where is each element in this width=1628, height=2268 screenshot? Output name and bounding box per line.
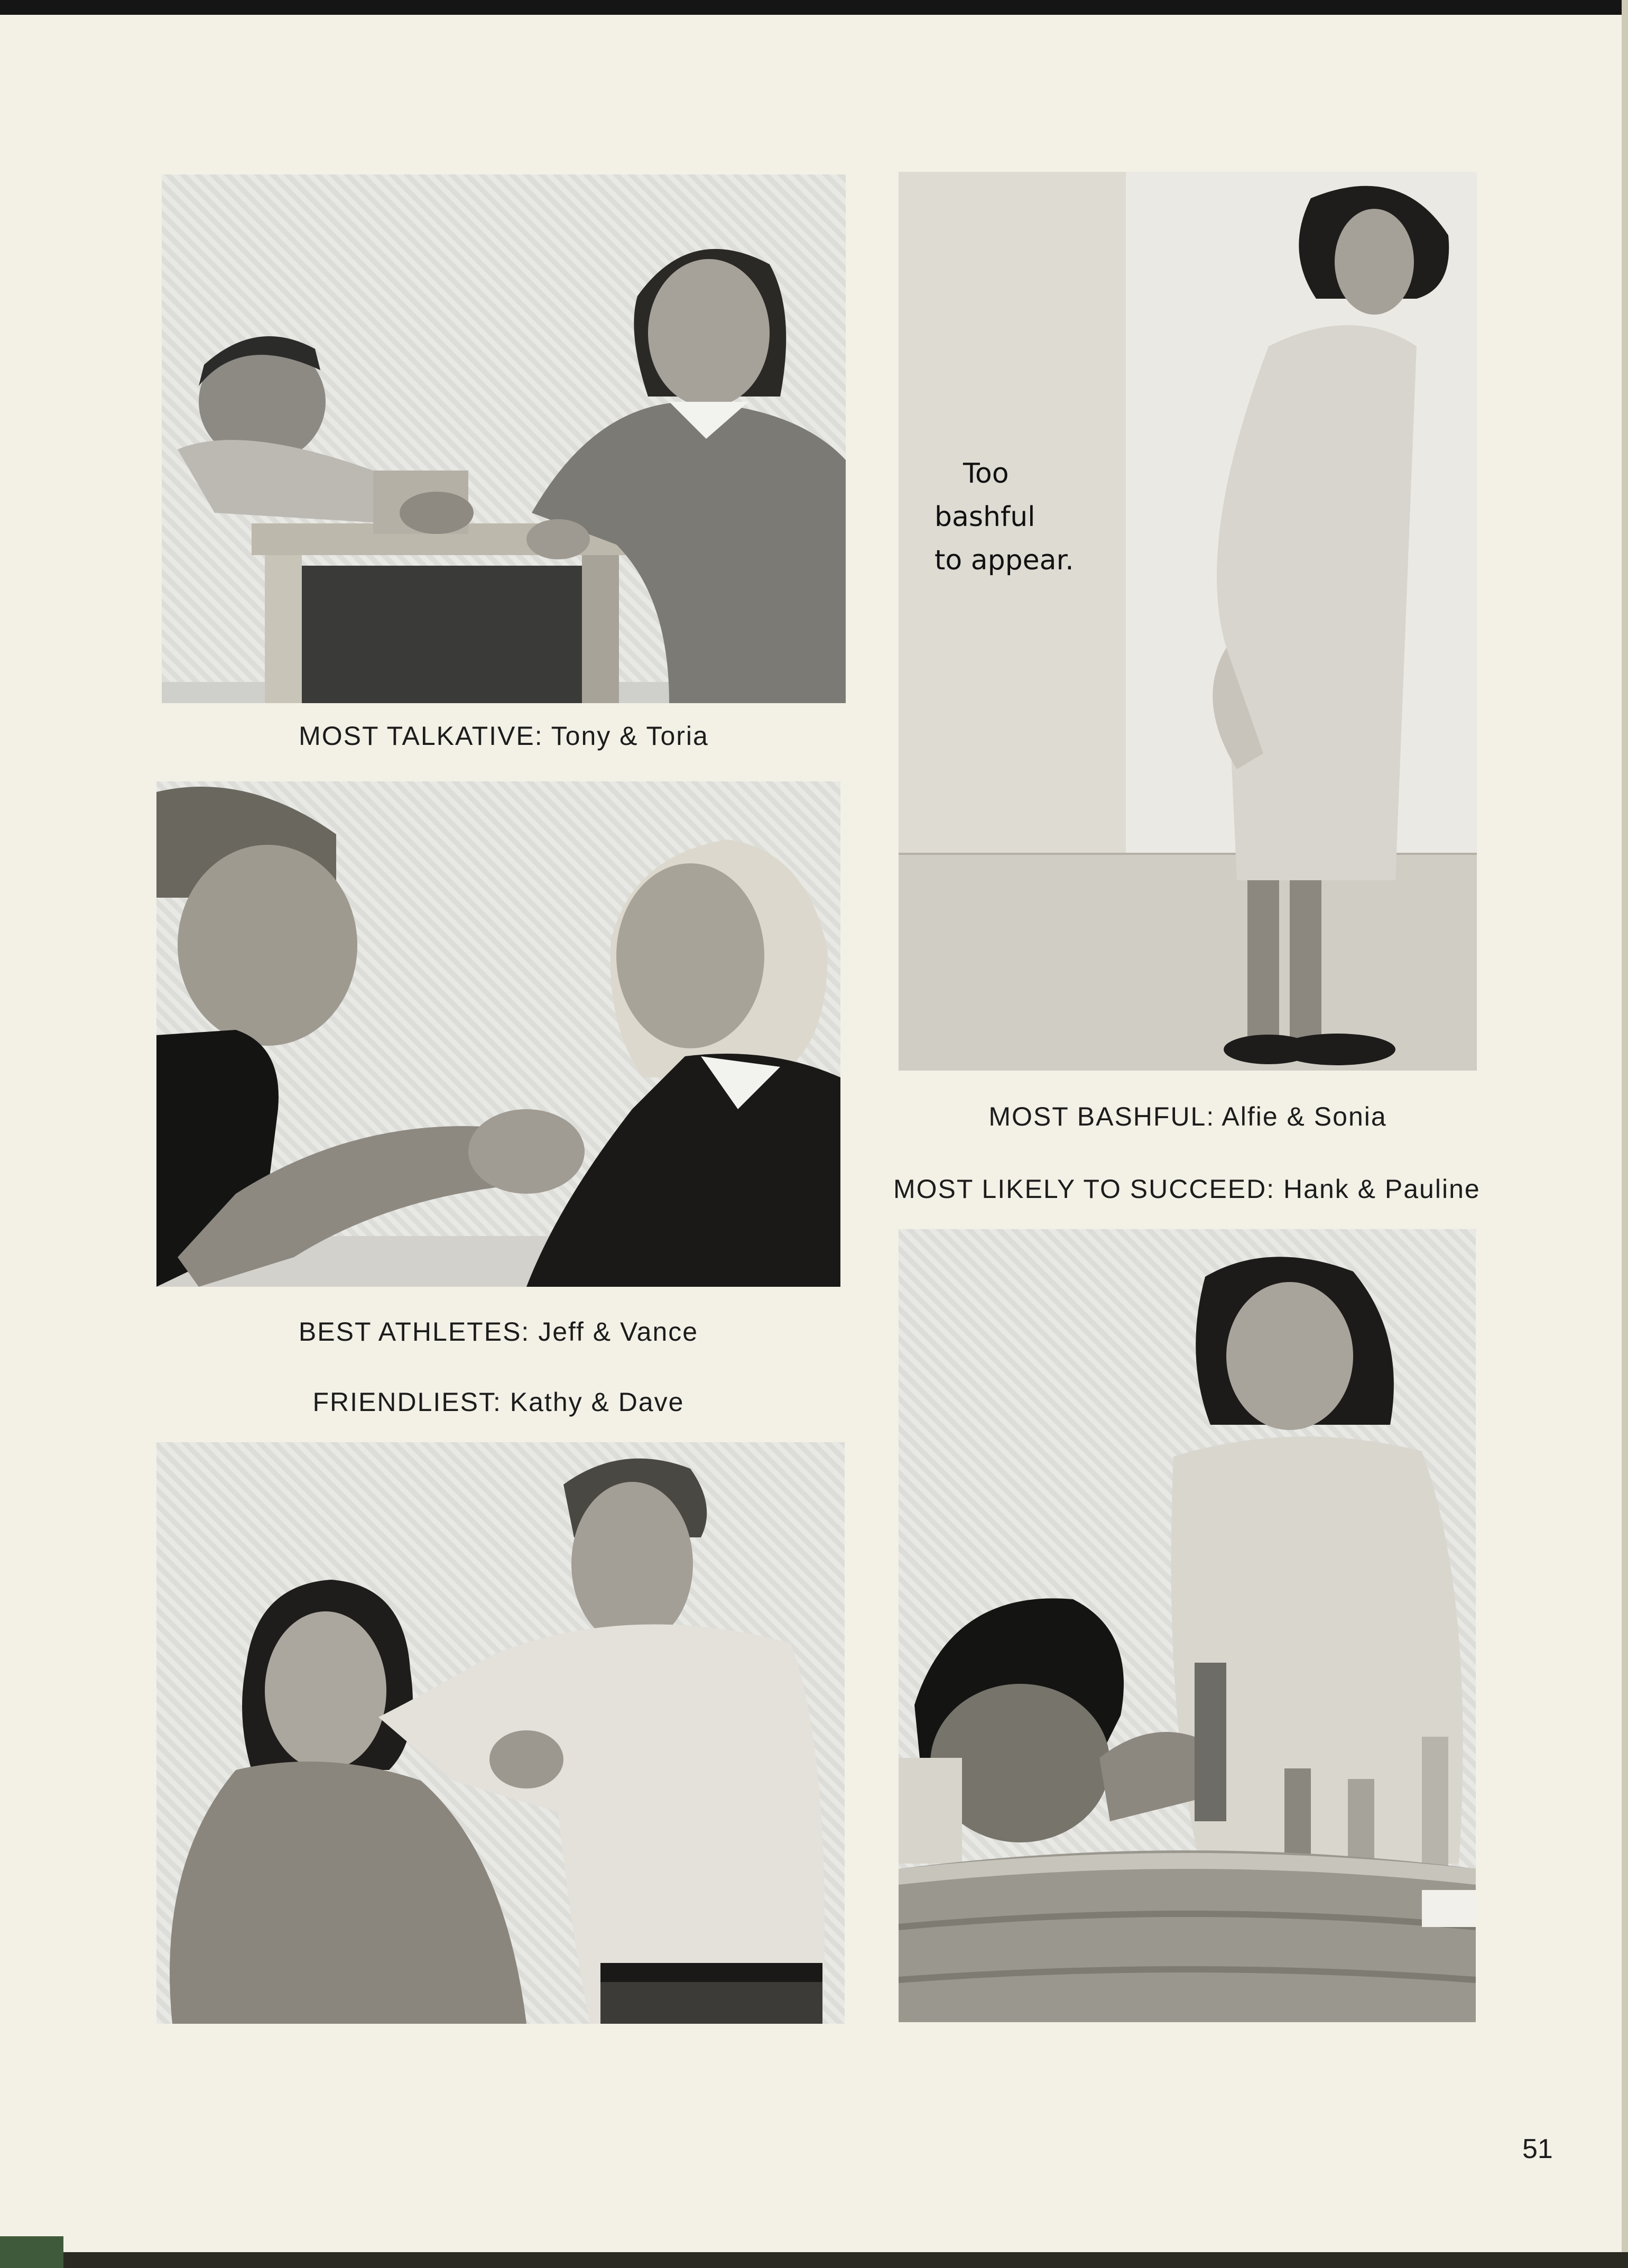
- caption-friendliest: FRIENDLIEST: Kathy & Dave: [312, 1387, 684, 1417]
- handwritten-note: [935, 452, 1135, 582]
- scan-edge-right: [1622, 0, 1628, 2268]
- scan-edge-bottom: [0, 2252, 1628, 2268]
- photo-most-likely-to-succeed: [899, 1229, 1476, 2022]
- handwritten-note-line-1: Too: [963, 458, 1009, 490]
- page-number: 51: [1522, 2134, 1553, 2164]
- caption-best-athletes: BEST ATHLETES: Jeff & Vance: [298, 1317, 699, 1347]
- caption-most-bashful: MOST BASHFUL: Alfie & Sonia: [988, 1102, 1387, 1131]
- handwritten-note-line-2: bashful: [935, 501, 1035, 533]
- photo-friendliest: [156, 1442, 845, 2024]
- scan-edge-corner: [0, 2236, 63, 2268]
- photo-most-bashful: [899, 172, 1477, 1071]
- scan-edge-top: [0, 0, 1628, 15]
- handwritten-note-line-3: to appear.: [935, 545, 1074, 576]
- caption-most-likely-to-succeed: MOST LIKELY TO SUCCEED: Hank & Pauline: [893, 1174, 1481, 1204]
- photo-most-talkative: [162, 174, 846, 703]
- photo-best-athletes: [156, 781, 840, 1287]
- caption-most-talkative: MOST TALKATIVE: Tony & Toria: [299, 721, 709, 751]
